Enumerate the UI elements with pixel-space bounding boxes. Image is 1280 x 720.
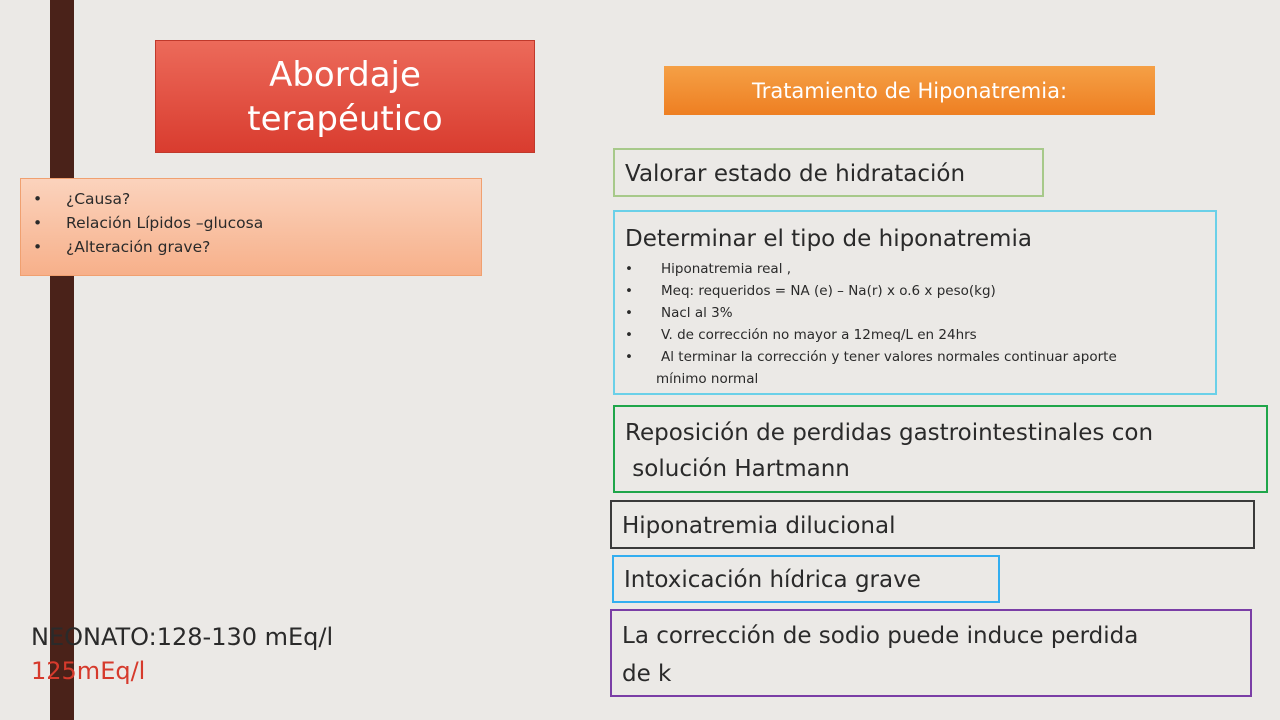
neonato-threshold: 125mEq/l — [31, 657, 146, 685]
type-bullet — [625, 258, 1205, 280]
causes-box — [20, 178, 482, 276]
reposition-line-1: Reposición de perdidas gastrointestinales con — [625, 420, 1154, 446]
potassium-box — [610, 609, 1252, 697]
intoxication-text: Intoxicación hídrica grave — [624, 567, 921, 593]
type-bullet-text: Nacl al 3% — [661, 305, 733, 321]
causes-list — [33, 187, 481, 259]
type-bullet-text: Hiponatremia real , — [661, 261, 792, 277]
left-decorative-bar — [50, 0, 74, 720]
potassium-line-2: de k — [622, 661, 672, 687]
hyponatremia-type-list — [625, 258, 1205, 390]
slide-title-line-2: terapéutico — [247, 98, 443, 139]
type-bullet — [625, 302, 1205, 324]
slide-title — [155, 40, 535, 153]
hyponatremia-type-heading: Determinar el tipo de hiponatremia — [625, 226, 1032, 252]
cause-item: • Relación Lípidos –glucosa — [33, 211, 481, 235]
dilutional-box — [610, 500, 1255, 549]
type-bullet — [625, 324, 1205, 346]
hydration-box — [613, 148, 1044, 197]
type-bullet — [625, 346, 1205, 390]
intoxication-box — [612, 555, 1000, 603]
type-bullet-text: V. de corrección no mayor a 12meq/L en 24hrs — [661, 327, 977, 343]
type-bullet — [625, 280, 1205, 302]
cause-item: • ¿Causa? — [33, 187, 481, 211]
reposition-box — [613, 405, 1268, 493]
treatment-title: Tratamiento de Hiponatremia: — [664, 66, 1155, 115]
type-bullet-text: Al terminar la corrección y tener valores normales continuar aporte — [661, 349, 1117, 365]
neonato-values — [31, 620, 333, 688]
reposition-line-2: solución Hartmann — [625, 456, 850, 482]
cause-item: • ¿Alteración grave? — [33, 235, 481, 259]
hydration-text: Valorar estado de hidratación — [625, 161, 966, 187]
potassium-line-1: La corrección de sodio puede induce perdida — [622, 623, 1139, 649]
dilutional-text: Hiponatremia dilucional — [622, 513, 896, 539]
neonato-range: NEONATO:128-130 mEq/l — [31, 623, 334, 651]
type-bullet-text: Meq: requeridos = NA (e) – Na(r) x o.6 x peso(kg) — [661, 283, 996, 299]
type-bullet-continuation: mínimo normal — [656, 371, 759, 387]
slide-title-line-1: Abordaje — [269, 54, 421, 95]
hyponatremia-type-box — [613, 210, 1217, 395]
